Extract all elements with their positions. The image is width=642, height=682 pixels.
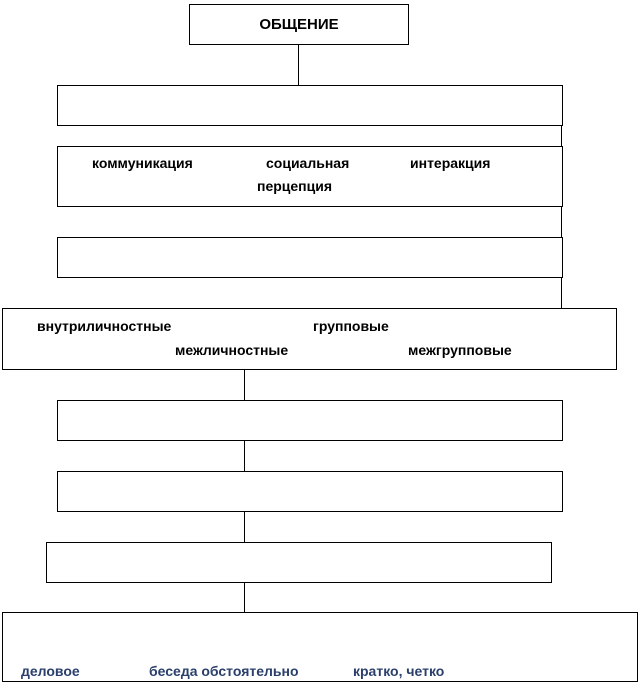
bottom-item-1: деловое [21, 663, 80, 679]
bottom-item-3: кратко, четко [353, 663, 445, 679]
bottom-box [2, 612, 638, 682]
root-box [189, 4, 409, 45]
level-group: групповые [313, 318, 389, 334]
level-interpersonal: межличностные [175, 342, 289, 358]
root-title: ОБЩЕНИЕ [259, 16, 339, 33]
function-interaction: интеракция [410, 155, 491, 171]
empty-box-5 [46, 542, 552, 583]
connector-root-down [298, 45, 299, 85]
empty-box-1 [57, 85, 563, 126]
level-intergroup: межгрупповые [408, 342, 512, 358]
function-perception: перцепция [257, 178, 333, 194]
level-intrapersonal: внутриличностные [37, 318, 172, 334]
levels-box [2, 308, 617, 370]
empty-box-4 [57, 471, 563, 512]
empty-box-3 [57, 400, 563, 441]
functions-box [57, 146, 563, 207]
function-communication: коммуникация [92, 155, 193, 171]
connector-center-spine-3 [244, 511, 245, 543]
bottom-item-2: беседа обстоятельно [149, 663, 299, 679]
connector-center-spine-1 [244, 369, 245, 401]
connector-center-spine-4 [244, 583, 245, 613]
function-social: социальная [266, 155, 350, 171]
connector-center-spine-2 [244, 441, 245, 471]
empty-box-2 [57, 237, 563, 278]
